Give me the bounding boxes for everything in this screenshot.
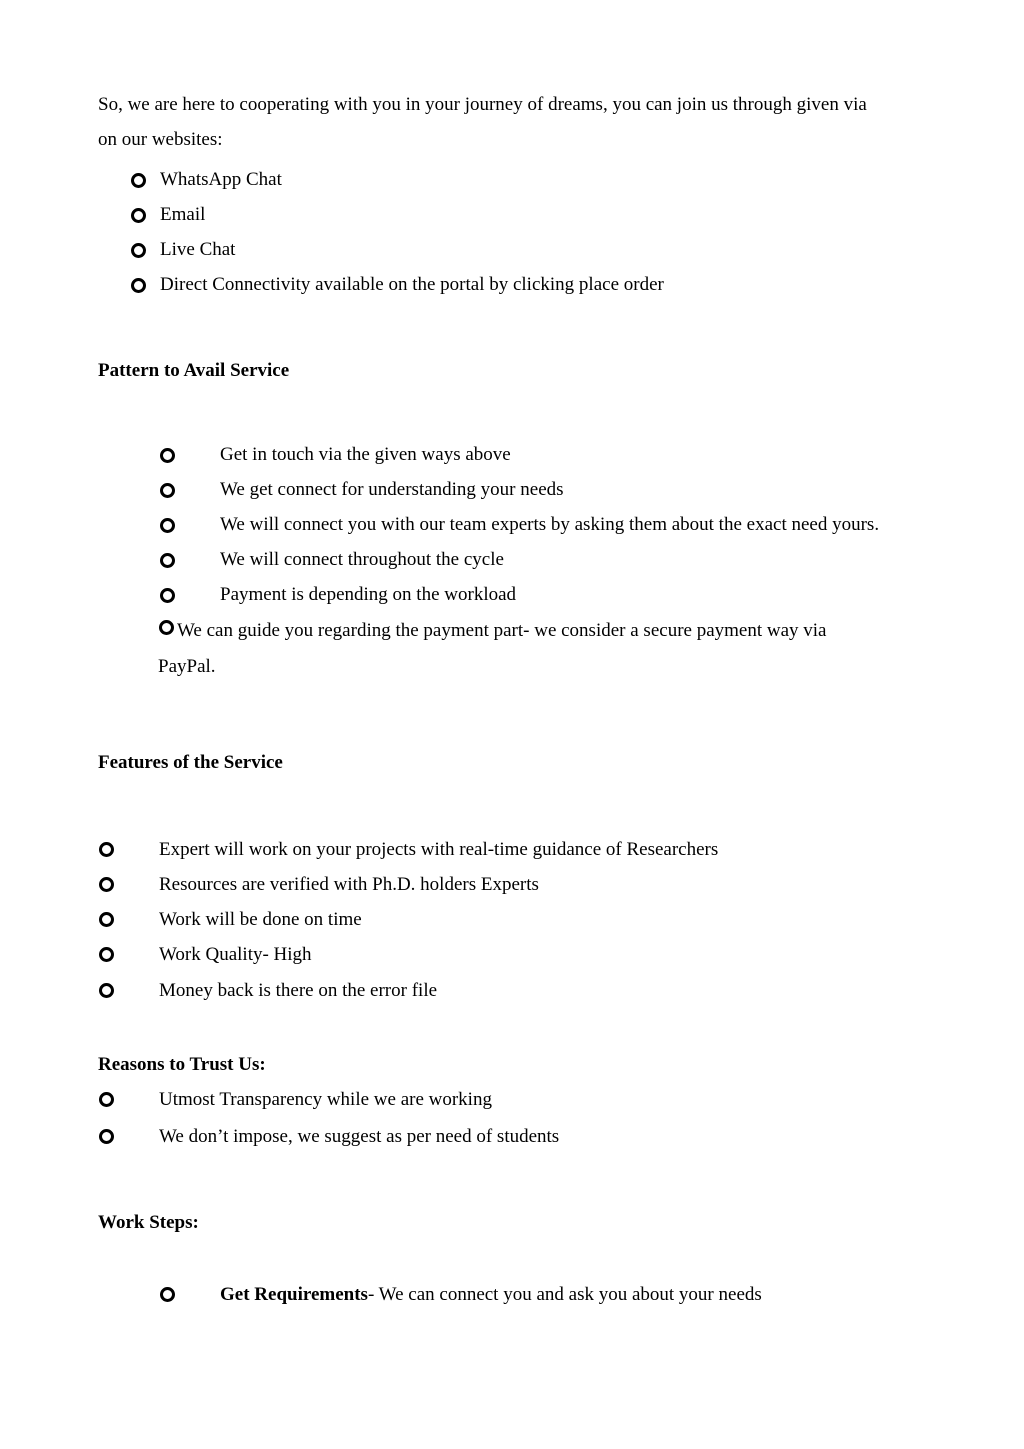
circle-bullet-icon: [160, 483, 175, 498]
feature-item: Expert will work on your projects with real-time guidance of Researchers: [159, 839, 719, 860]
pattern-extra-text: We can guide you regarding the payment part- we consider a secure payment way via: [177, 620, 827, 641]
step-text: - We can connect you and ask you about your needs: [367, 1284, 762, 1305]
features-heading: Features of the Service: [98, 752, 283, 773]
feature-item: Resources are verified with Ph.D. holders Experts: [159, 874, 539, 895]
trust-item: We don’t impose, we suggest as per need of students: [159, 1126, 560, 1147]
circle-bullet-icon: [99, 947, 114, 962]
circle-bullet-icon: [159, 620, 174, 635]
trust-item: Utmost Transparency while we are working: [159, 1089, 492, 1110]
contact-item-live-chat: Live Chat: [160, 239, 236, 260]
step-item: [220, 1284, 762, 1306]
circle-bullet-icon: [99, 1092, 114, 1107]
pattern-item: Get in touch via the given ways above: [220, 444, 511, 465]
feature-item: Work will be done on time: [159, 909, 362, 930]
trust-heading: Reasons to Trust Us:: [98, 1054, 266, 1075]
pattern-heading: Pattern to Avail Service: [98, 360, 290, 381]
intro-line-1: So, we are here to cooperating with you in your journey of dreams, you can join us through given via: [98, 94, 867, 115]
contact-item-email: Email: [160, 204, 206, 225]
feature-item: Work Quality- High: [159, 944, 312, 965]
circle-bullet-icon: [160, 448, 175, 463]
circle-bullet-icon: [160, 1287, 175, 1302]
step-title: Get Requirements: [220, 1284, 368, 1305]
pattern-item: We will connect you with our team experts by asking them about the exact need yours.: [220, 514, 880, 535]
circle-bullet-icon: [131, 208, 146, 223]
pattern-extra-line-1: [159, 620, 827, 642]
circle-bullet-icon: [99, 912, 114, 927]
circle-bullet-icon: [160, 518, 175, 533]
circle-bullet-icon: [99, 983, 114, 998]
steps-heading: Work Steps:: [98, 1212, 199, 1233]
circle-bullet-icon: [99, 877, 114, 892]
circle-bullet-icon: [131, 278, 146, 293]
intro-line-2: on our websites:: [98, 129, 223, 150]
feature-item: Money back is there on the error file: [159, 980, 438, 1001]
pattern-extra-line-2: PayPal.: [158, 656, 216, 677]
pattern-item: We get connect for understanding your needs: [220, 479, 564, 500]
circle-bullet-icon: [99, 842, 114, 857]
contact-item-whatsapp: WhatsApp Chat: [160, 169, 282, 190]
circle-bullet-icon: [160, 553, 175, 568]
contact-item-direct: Direct Connectivity available on the portal by clicking place order: [160, 274, 664, 295]
pattern-item: We will connect throughout the cycle: [220, 549, 504, 570]
pattern-item: Payment is depending on the workload: [220, 584, 517, 605]
circle-bullet-icon: [131, 243, 146, 258]
circle-bullet-icon: [99, 1129, 114, 1144]
circle-bullet-icon: [160, 588, 175, 603]
circle-bullet-icon: [131, 173, 146, 188]
